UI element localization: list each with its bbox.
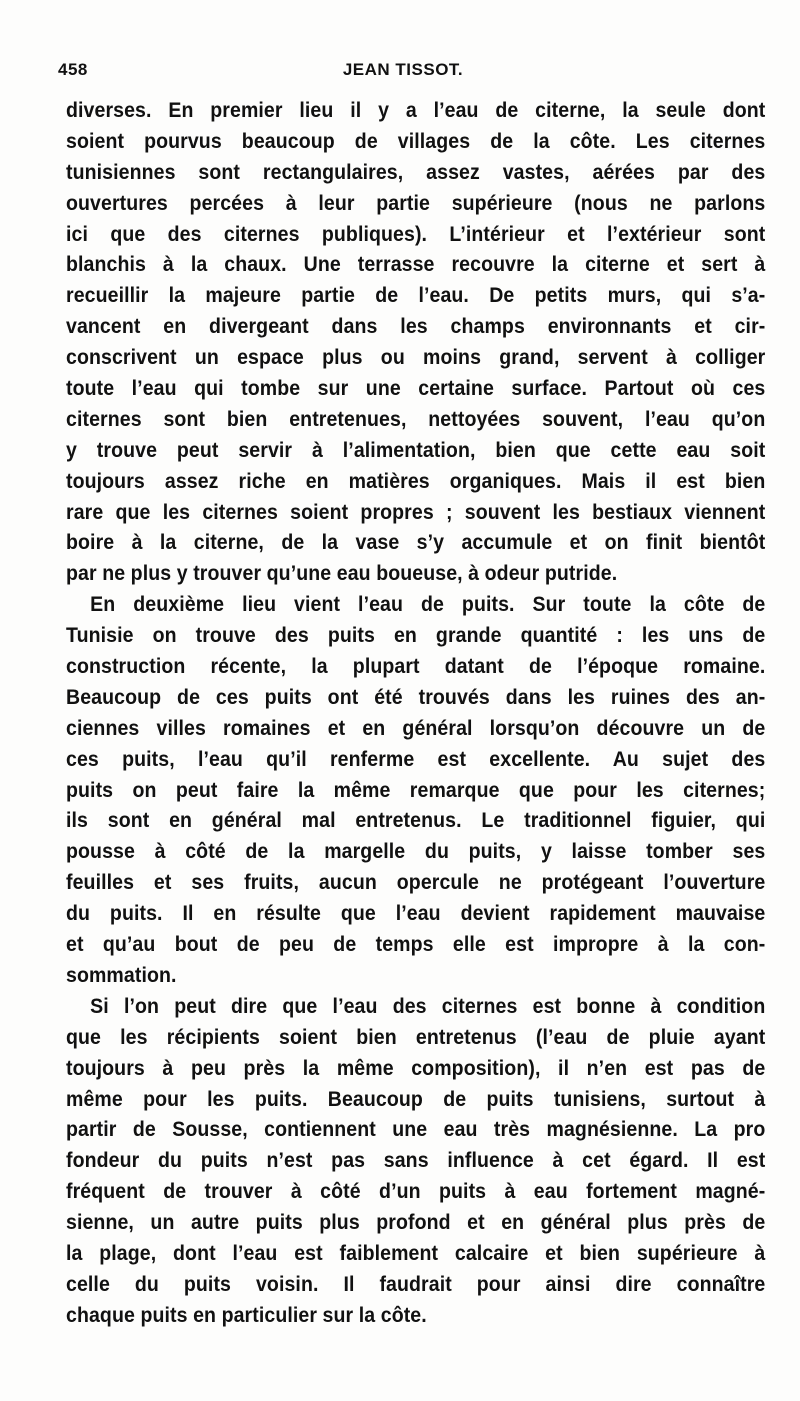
running-head (58, 60, 748, 90)
running-title: JEAN TISSOT. (342, 60, 464, 79)
text-line: Tunisie on trouve des puits en grande quantité : les uns de (66, 624, 766, 648)
text-line: du puits. Il en résulte que l’eau devient rapidement mauvaise (66, 902, 766, 926)
text-line: toujours assez riche en matières organiques. Mais il est bien (66, 469, 766, 493)
text-line: que les récipients soient bien entretenus (l’eau de pluie ayant (66, 1025, 766, 1049)
text-line: Si l’on peut dire que l’eau des citernes est bonne à condition (90, 994, 766, 1018)
text-line: recueillir la majeure partie de l’eau. De petits murs, qui s’a- (66, 284, 766, 308)
text-line: vancent en divergeant dans les champs environnants et cir- (66, 315, 766, 339)
text-line: boire à la citerne, de la vase s’y accumule et on finit bientôt (66, 531, 766, 555)
text-line: par ne plus y trouver qu’une eau boueuse, à odeur putride. (66, 562, 618, 586)
text-line: ici que des citernes publiques). L’intérieur et l’extérieur sont (66, 222, 766, 246)
text-line: même pour les puits. Beaucoup de puits tunisiens, surtout à (66, 1087, 766, 1111)
text-line: Beaucoup de ces puits ont été trouvés dans les ruines des an- (66, 685, 766, 709)
body-text (66, 96, 766, 1332)
text-line: En deuxième lieu vient l’eau de puits. Sur toute la côte de (90, 593, 766, 617)
text-line: citernes sont bien entretenues, nettoyées souvent, l’eau qu’on (66, 407, 766, 431)
text-line: ciennes villes romaines et en général lorsqu’on découvre un de (66, 716, 766, 740)
text-line: partir de Sousse, contiennent une eau très magnésienne. La pro (66, 1118, 766, 1142)
text-line: construction récente, la plupart datant de l’époque romaine. (66, 655, 766, 679)
text-line: rare que les citernes soient propres ; souvent les bestiaux viennent (66, 500, 766, 524)
text-line: celle du puits voisin. Il faudrait pour ainsi dire connaître (66, 1272, 766, 1296)
text-line: fréquent de trouver à côté d’un puits à eau fortement magné- (66, 1180, 766, 1204)
page-number: 458 (58, 60, 88, 79)
text-line: y trouve peut servir à l’alimentation, bien que cette eau soit (66, 438, 766, 462)
text-line: ces puits, l’eau qu’il renferme est excellente. Au sujet des (66, 747, 766, 771)
text-line: toute l’eau qui tombe sur une certaine surface. Partout où ces (66, 377, 766, 401)
text-line: conscrivent un espace plus ou moins grand, servent à colliger (66, 346, 766, 370)
text-line: ouvertures percées à leur partie supérieure (nous ne parlons (66, 191, 766, 215)
text-line: toujours à peu près la même composition), il n’en est pas de (66, 1056, 766, 1080)
text-line: tunisiennes sont rectangulaires, assez vastes, aérées par des (66, 160, 766, 184)
text-line: soient pourvus beaucoup de villages de la côte. Les citernes (66, 129, 766, 153)
text-line: ils sont en général mal entretenus. Le traditionnel figuier, qui (66, 809, 766, 833)
text-line: fondeur du puits n’est pas sans influence à cet égard. Il est (66, 1149, 766, 1173)
text-line: puits on peut faire la même remarque que pour les citernes; (66, 778, 766, 802)
text-line: sienne, un autre puits plus profond et en général plus près de (66, 1211, 766, 1235)
text-line: diverses. En premier lieu il y a l’eau de citerne, la seule dont (66, 99, 766, 122)
text-line: et qu’au bout de peu de temps elle est impropre à la con- (66, 933, 766, 957)
text-line: sommation. (66, 963, 177, 987)
text-line: pousse à côté de la margelle du puits, y laisse tomber ses (66, 840, 766, 864)
text-line: la plage, dont l’eau est faiblement calcaire et bien supérieure à (66, 1241, 766, 1265)
text-line: chaque puits en particulier sur la côte. (66, 1303, 427, 1327)
text-line: blanchis à la chaux. Une terrasse recouvre la citerne et sert à (66, 253, 766, 277)
text-line: feuilles et ses fruits, aucun opercule ne protégeant l’ouverture (66, 871, 766, 895)
